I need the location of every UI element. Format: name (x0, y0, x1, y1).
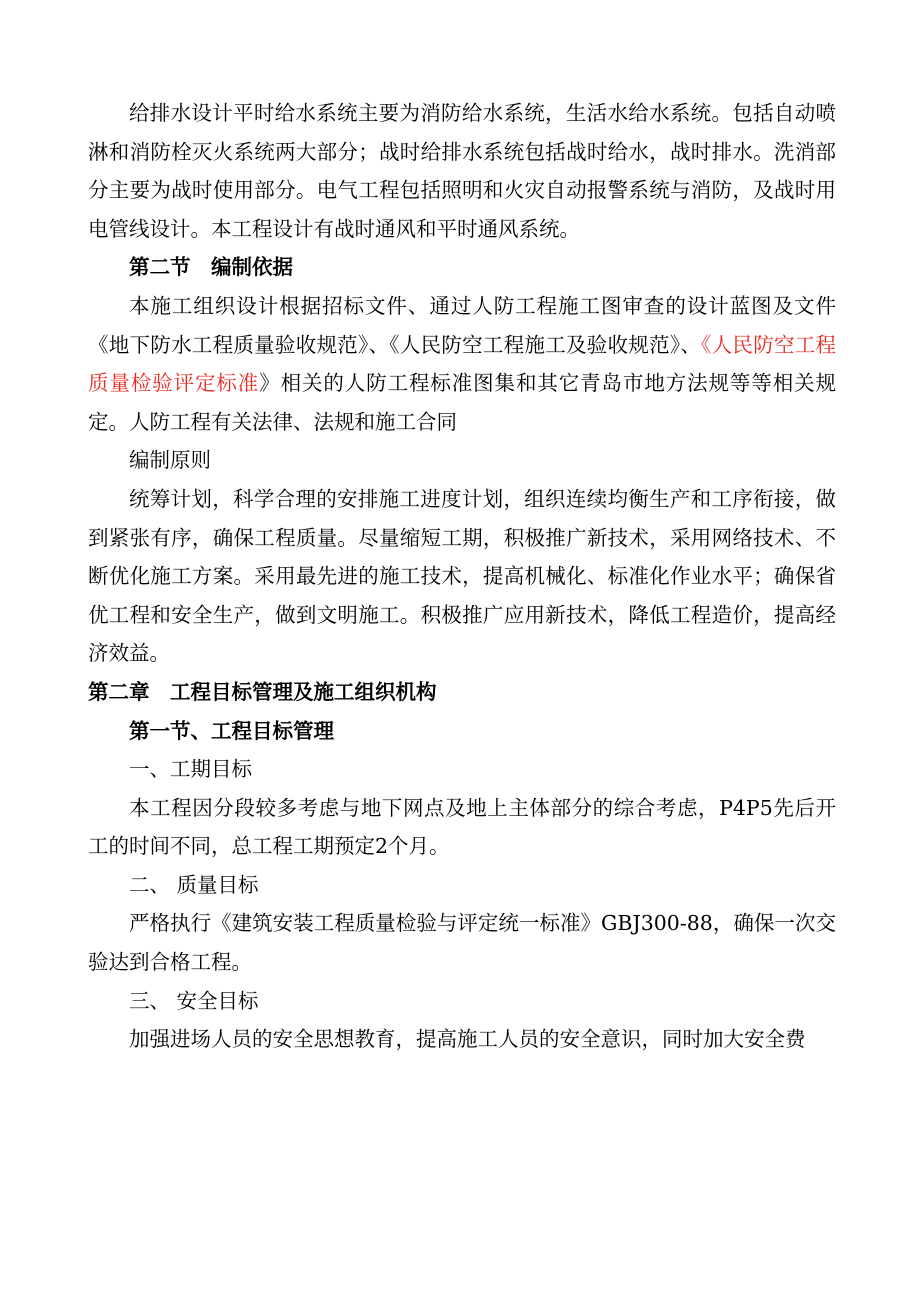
section-heading-goal-management: 第一节、工程目标管理 (129, 718, 334, 743)
red-highlighted-standard: 《人民防空工程质量检验评定标准 (88, 332, 837, 396)
subheading-safety-goal (88, 982, 836, 1021)
goal-title: 安全目标 (176, 988, 259, 1013)
chapter-title: 工程目标管理及施工组织机构 (170, 679, 437, 704)
paragraph-water-electric-systems: 给排水设计平时给水系统主要为消防给水系统，生活水给水系统。包括自动喷淋和消防栓灭火系统两大部分；战时给排水系统包括战时给水，战时排水。洗消部分主要为战时使用部分。电气工程包括照明和火灾自动报警系统与消防，及战时用电管线设计。本工程设计有战时通风和平时通风系统。 (88, 101, 836, 241)
basis-text-end: 》相关的人防工程标准图集和其它青岛市地方法规等等相关规定。人防工程有关法律、法规和施工合同 (88, 371, 837, 434)
section-number: 第二节 (129, 255, 191, 280)
paragraph-schedule-goal: 本工程因分段较多考虑与地下网点及地上主体部分的综合考虑，P4P5先后开工的时间不同，总工程工期预定2个月。 (88, 795, 836, 859)
paragraph-safety-goal: 加强进场人员的安全思想教育，提高施工人员的安全意识，同时加大安全费 (129, 1027, 806, 1052)
chapter-heading (88, 673, 836, 712)
paragraph-basis (88, 287, 836, 441)
section-heading-basis (88, 248, 836, 287)
goal-number: 二、 (129, 872, 170, 897)
section-title: 编制依据 (211, 255, 293, 280)
subheading-schedule-goal: 一、工期目标 (129, 757, 252, 782)
subheading-quality-goal (88, 866, 836, 905)
goal-title: 质量目标 (176, 872, 259, 897)
goal-number: 三、 (129, 988, 170, 1013)
paragraph-quality-goal: 严格执行《建筑安装工程质量检验与评定统一标准》GBJ300-88，确保一次交验达到合格工程。 (88, 911, 836, 975)
chapter-number: 第二章 (88, 679, 150, 704)
document-page (88, 94, 836, 1059)
subheading-principle: 编制原则 (129, 448, 211, 473)
basis-text-start: 本施工组织设计根据招标文件、通过人防工程施工图审查的设计蓝图及文件《地下防水工程质量验收规范》、《人民防空工程施工及验收规范》、 (88, 293, 836, 357)
paragraph-principle: 统筹计划，科学合理的安排施工进度计划，组织连续均衡生产和工序衔接，做到紧张有序，确保工程质量。尽量缩短工期，积极推广新技术，采用网络技术、不断优化施工方案。采用最先进的施工技术，提高机械化、标准化作业水平；确保省优工程和安全生产，做到文明施工。积极推广应用新技术，降低工程造价，提高经济效益。 (88, 486, 836, 666)
